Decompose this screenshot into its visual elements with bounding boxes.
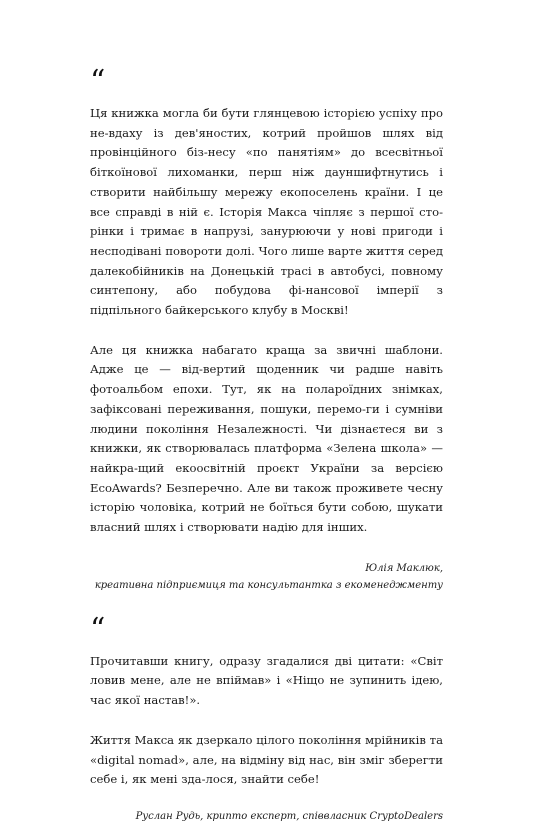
quote-mark-icon: “ [90, 64, 107, 99]
testimonial-2-paragraph-1: Прочитавши книгу, одразу згадалися дві цитати: «Світ ловив мене, але не впіймав» і «Ніщо не зупинить ідею, час якої настав!». [90, 653, 443, 708]
testimonial-2-paragraph-2: Життя Макса як дзеркало цілого покоління мрійників та «digital nomad», але, на відміну від нас, він зміг зберегти себе і, як мені зда-лося, знайти себе! [90, 732, 443, 787]
page-content [90, 64, 443, 825]
testimonial-1-paragraph-1: Ця книжка могла би бути глянцевою історією успіху про не-вдаху із дев'яностих, котрий пройшов шлях від провінційного біз-несу «по панятіям» до всесвітньої біткоїнової лихоманки, перш ніж дауншифтнутись і створити найбільшу мережу екопоселень країни. І це все справді в ній є. Історія Макса чіпляє з першої сто-рінки і тримає в напрузі, занурюючи у нові пригоди і несподівані повороти долі. Чого лише варте життя серед далекобійників на Донецькій трасі в автобусі, повному синтепону, або побудова фі-нансової імперії з підпільного байкерського клубу в Москві! [90, 106, 443, 318]
testimonial-1 [90, 64, 443, 594]
testimonial-1-paragraph-2: Але ця книжка набагато краща за звичні шаблони. Адже це — від-вертий щоденник чи радше навіть фотоальбом епохи. Тут, як на полароїдних знімках, зафіксовані переживання, пошуки, перемо-ги і сумніви людини покоління Незалежності. Чи дізнаєтеся ви з книжки, як створювалась платформа «Зелена школа» — найкра-щий екоосвітній проєкт України за версією EcoAwards? Безперечно. Але ви також проживете чесну історію чоловіка, котрий не боїться бути собою, шукати власний шлях і створювати надію для інших. [90, 342, 443, 535]
testimonial-1-author-name: Юлія Маклюк, [365, 562, 443, 574]
quote-mark-icon: “ [90, 611, 107, 647]
testimonial-2-author: Руслан Рудь, крипто експерт, співвласник CryptoDealers [135, 810, 443, 822]
testimonial-1-author-title: креативна підприємиця та консультантка з екоменеджменту [94, 579, 443, 591]
testimonial-2 [90, 611, 443, 825]
